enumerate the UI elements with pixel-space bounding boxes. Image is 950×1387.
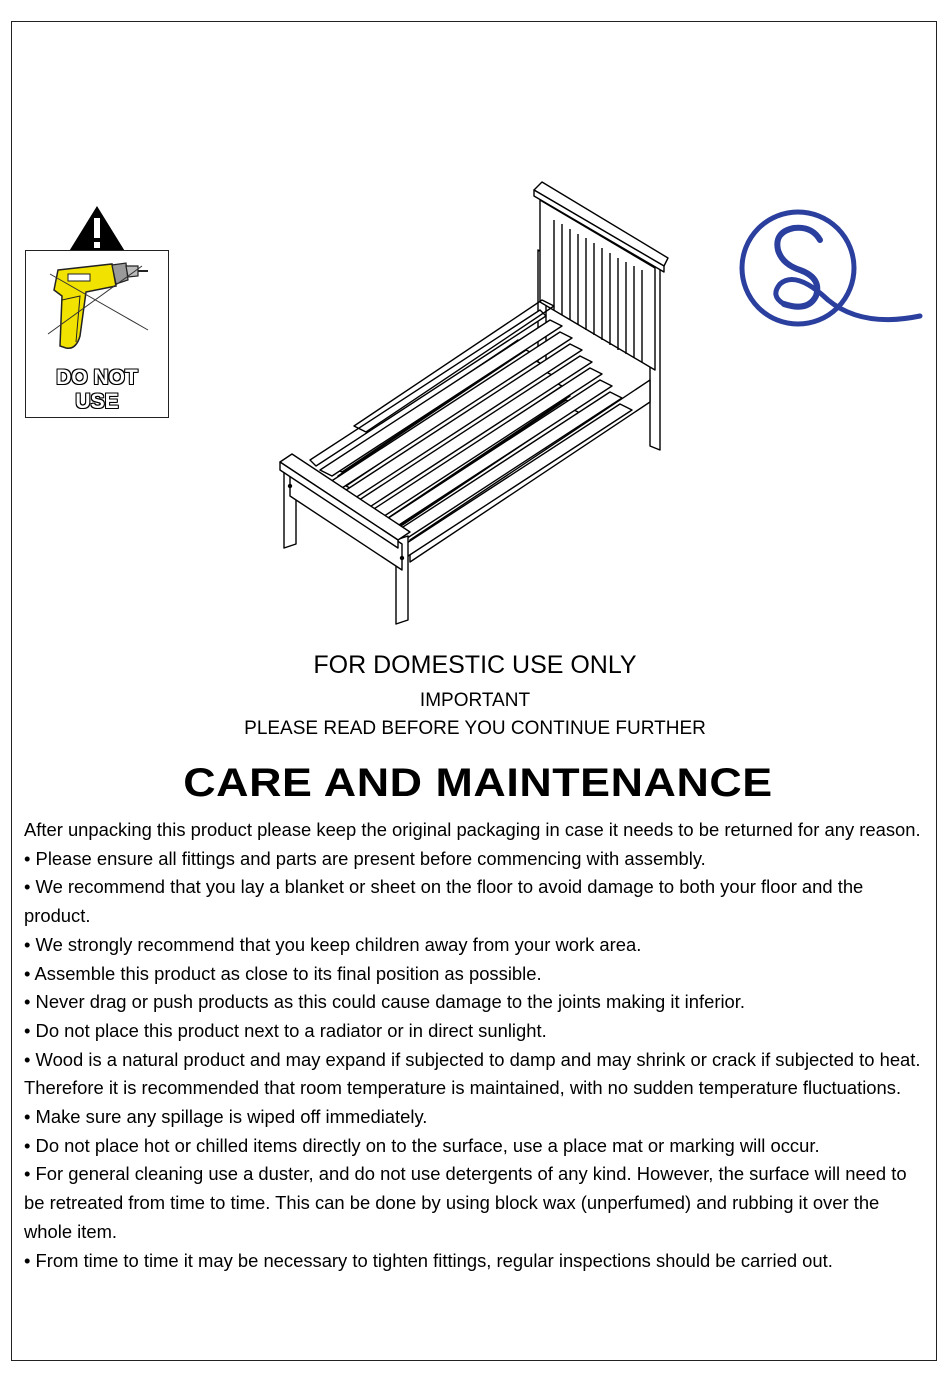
domestic-use-notice: FOR DOMESTIC USE ONLY xyxy=(313,651,637,679)
warning-triangle-icon xyxy=(66,204,128,254)
sq-monogram-logo xyxy=(736,204,926,334)
instruction-paragraph: • Do not place this product next to a radiator or in direct sunlight. xyxy=(24,1019,547,1041)
power-drill-icon xyxy=(40,256,155,356)
instruction-paragraph: • We strongly recommend that you keep children away from your work area. xyxy=(24,933,642,955)
instruction-paragraph: • Do not place hot or chilled items directly on to the surface, use a place mat or marking will occur. xyxy=(24,1134,820,1156)
instruction-paragraph: • Make sure any spillage is wiped off immediately. xyxy=(24,1106,428,1128)
do-not-use-line1: DO NOT xyxy=(56,366,138,389)
important-notice: IMPORTANT xyxy=(419,690,531,711)
instruction-paragraph: • We recommend that you lay a blanket or sheet on the floor to avoid damage to both your floor and the product. xyxy=(24,876,864,927)
single-bed-illustration xyxy=(270,170,680,630)
instruction-paragraph: • For general cleaning use a duster, and do not use detergents of any kind. However, the surface will need to be retreated from time to time. This can be done by using block wax (unperfumed) and rubbing it over the whole item. xyxy=(24,1163,907,1242)
instruction-paragraph: • Wood is a natural product and may expand if subjected to damp and may shrink or crack if subjected to heat. Therefore it is recommended that room temperature is maintained, with no sudden temperature fluctuations. xyxy=(24,1048,921,1099)
instruction-paragraph: • Never drag or push products as this could cause damage to the joints making it inferior. xyxy=(24,991,745,1013)
care-maintenance-heading: CARE AND MAINTENANCE xyxy=(183,761,773,805)
do-not-use-line2: USE xyxy=(75,390,119,413)
instruction-paragraph: • Please ensure all fittings and parts are present before commencing with assembly. xyxy=(24,847,706,869)
instruction-paragraph: • Assemble this product as close to its final position as possible. xyxy=(24,962,542,984)
care-instructions xyxy=(24,816,932,1275)
do-not-use-label xyxy=(25,366,169,414)
instruction-paragraph: • From time to time it may be necessary to tighten fittings, regular inspections should be carried out. xyxy=(24,1249,833,1271)
read-before-notice: PLEASE READ BEFORE YOU CONTINUE FURTHER xyxy=(244,718,706,739)
instruction-paragraph: After unpacking this product please keep the original packaging in case it needs to be returned for any reason. xyxy=(24,819,921,840)
